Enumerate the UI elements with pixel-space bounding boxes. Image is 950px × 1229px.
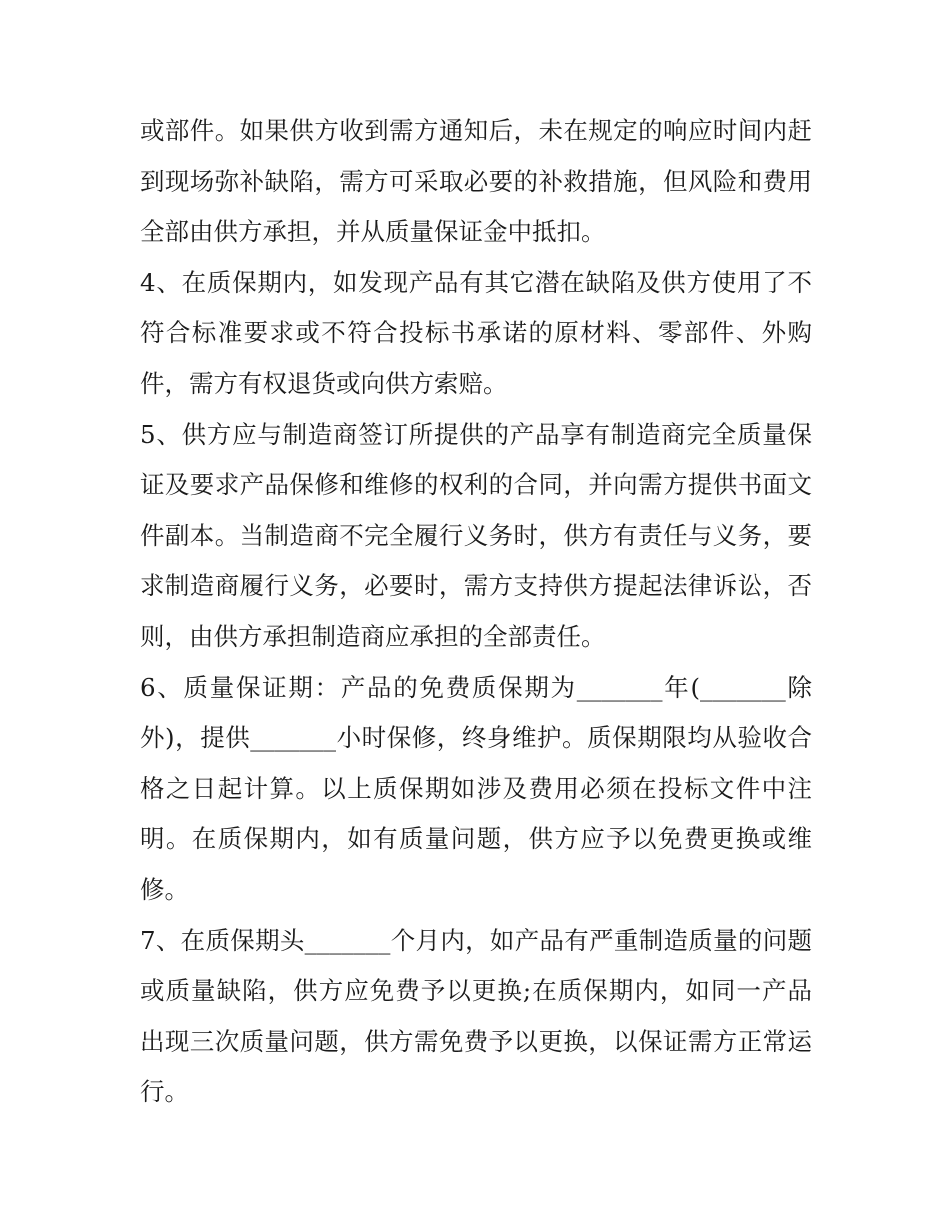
text-line: 证及要求产品保修和维修的权利的合同，并向需方提供书面文 xyxy=(140,470,812,500)
text-line: 则，由供方承担制造商应承担的全部责任。 xyxy=(140,621,606,651)
text-line: 件副本。当制造商不完全履行义务时，供方有责任与义务，要 xyxy=(140,520,812,550)
text-line: 出现三次质量问题，供方需免费予以更换，以保证需方正常运 xyxy=(140,1026,812,1056)
text-line: 4、在质保期内，如发现产品有其它潜在缺陷及供方使用了不 xyxy=(140,267,812,297)
text-line: 5、供方应与制造商签订所提供的产品享有制造商完全质量保 xyxy=(140,419,812,449)
text-line: 求制造商履行义务，必要时，需方支持供方提起法律诉讼，否 xyxy=(140,571,812,601)
text-line: 或部件。如果供方收到需方通知后，未在规定的响应时间内赶 xyxy=(140,116,812,145)
text-line: 件，需方有权退货或向供方索赔。 xyxy=(140,368,508,398)
text-line: 6、质量保证期：产品的免费质保期为_______年(_______除 xyxy=(140,672,812,702)
text-line: 7、在质保期头_______个月内，如产品有严重制造质量的问题 xyxy=(140,925,812,955)
text-line: 外)，提供_______小时保修，终身维护。质保期限均从验收合 xyxy=(140,723,812,753)
document-body xyxy=(140,106,812,1118)
text-line: 格之日起计算。以上质保期如涉及费用必须在投标文件中注 xyxy=(140,773,812,803)
text-line: 符合标准要求或不符合投标书承诺的原材料、零部件、外购 xyxy=(140,318,812,348)
text-line: 明。在质保期内，如有质量问题，供方应予以免费更换或维 xyxy=(140,824,812,854)
text-line: 到现场弥补缺陷，需方可采取必要的补救措施，但风险和费用 xyxy=(140,166,812,196)
text-line: 全部由供方承担，并从质量保证金中抵扣。 xyxy=(140,217,606,247)
text-line: 修。 xyxy=(140,874,189,904)
text-line: 行。 xyxy=(140,1077,189,1107)
text-line: 或质量缺陷，供方应免费予以更换;在质保期内，如同一产品 xyxy=(140,976,812,1006)
